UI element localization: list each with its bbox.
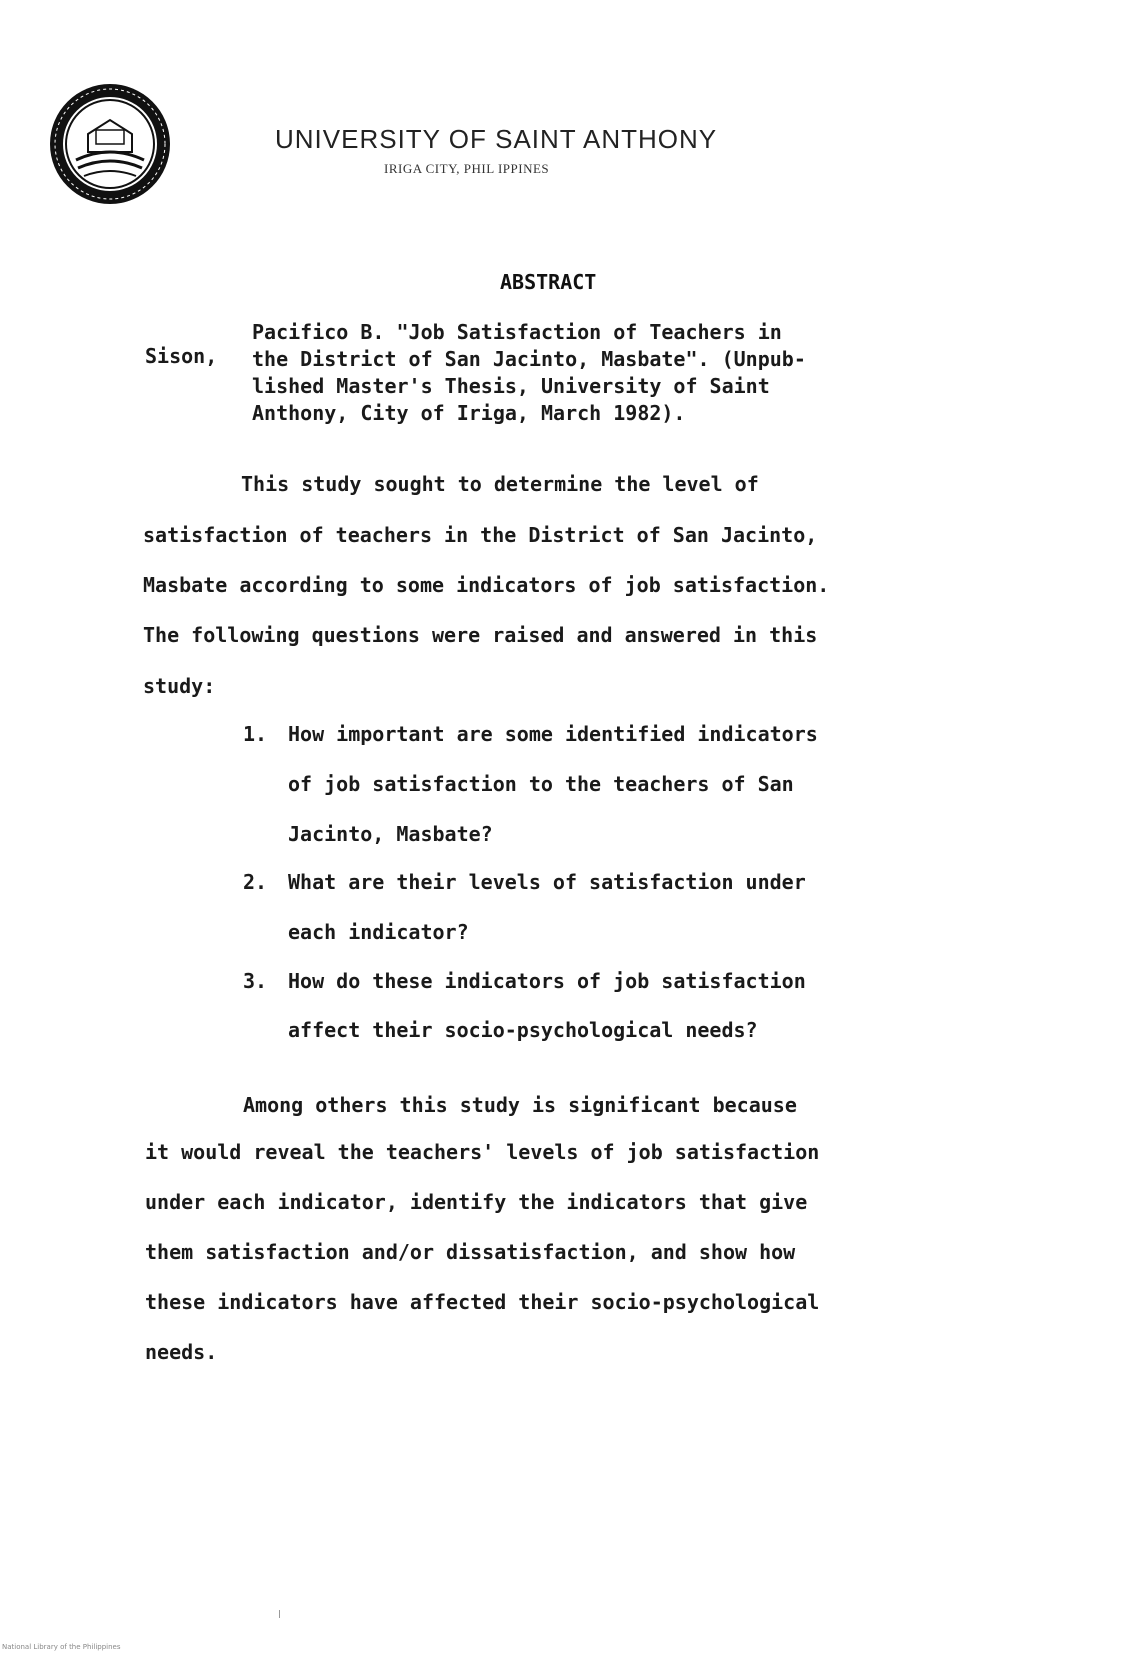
university-seal <box>48 82 172 206</box>
university-name: UNIVERSITY OF SAINT ANTHONY <box>275 124 718 154</box>
intro-line: This study sought to determine the level of <box>241 472 759 496</box>
question-line: affect their socio-psychological needs? <box>288 1018 758 1042</box>
footer-watermark: National Library of the Philippines <box>2 1643 121 1651</box>
significance-line: it would reveal the teachers' levels of job satisfaction <box>145 1140 820 1164</box>
question-line: What are their levels of satisfaction under <box>288 870 806 894</box>
significance-line: them satisfaction and/or dissatisfaction, and show how <box>145 1240 796 1264</box>
intro-line: study: <box>143 674 216 698</box>
university-location: IRIGA CITY, PHIL IPPINES <box>384 161 550 176</box>
citation-line: Pacifico B. "Job Satisfaction of Teachers in <box>252 320 782 344</box>
question-number: 3. <box>243 969 268 993</box>
intro-line: satisfaction of teachers in the District of San Jacinto, <box>143 523 818 547</box>
significance-line: these indicators have affected their socio-psychological <box>145 1290 820 1314</box>
citation-line: lished Master's Thesis, University of Saint <box>252 374 770 398</box>
intro-line: The following questions were raised and answered in this <box>143 623 818 647</box>
question-line: How do these indicators of job satisfaction <box>288 969 806 993</box>
significance-line: under each indicator, identify the indicators that give <box>145 1190 808 1214</box>
question-number: 2. <box>243 870 268 894</box>
significance-line: needs. <box>145 1340 218 1364</box>
significance-line: Among others this study is significant because <box>243 1093 797 1117</box>
question-line: of job satisfaction to the teachers of San <box>288 772 794 796</box>
intro-line: Masbate according to some indicators of job satisfaction. <box>143 573 830 597</box>
citation-author: Sison, <box>145 344 218 368</box>
question-line: How important are some identified indicators <box>288 722 818 746</box>
question-line: each indicator? <box>288 920 469 944</box>
citation-line: the District of San Jacinto, Masbate". (Unpub- <box>252 347 806 371</box>
citation-line: Anthony, City of Iriga, March 1982). <box>252 401 686 425</box>
scan-mark <box>279 1610 280 1618</box>
question-number: 1. <box>243 722 268 746</box>
question-line: Jacinto, Masbate? <box>288 822 493 846</box>
abstract-title: ABSTRACT <box>500 270 597 294</box>
